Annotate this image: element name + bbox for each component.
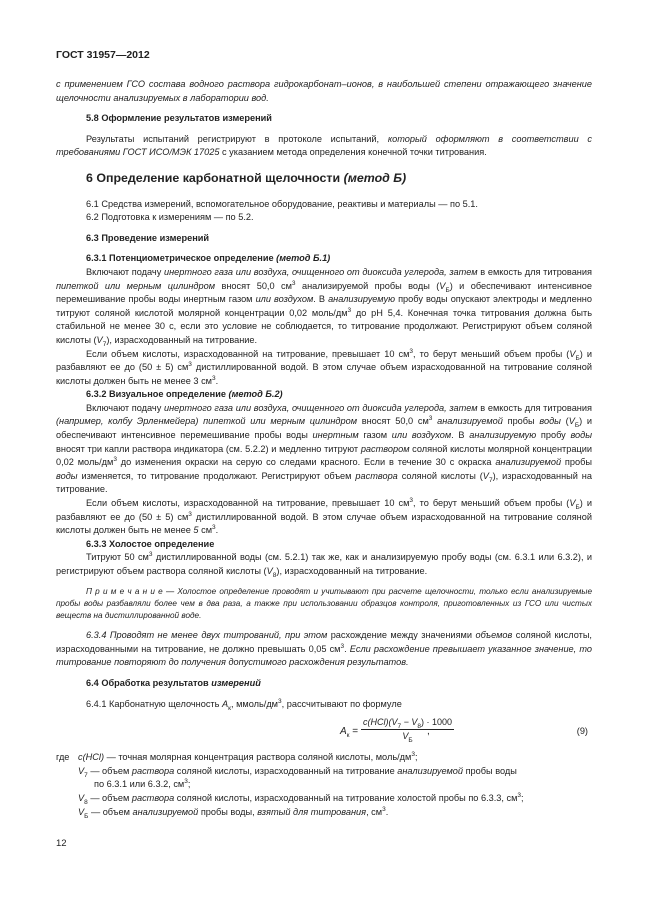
section-6-3-1-dilution: Если объем кислоты, израсходованной на титрование, превышает 10 $см^3$, то берут меньший объем пробы $(V_Б)$ и разбавляют ее до (50 ± 5) $см^3$ дистиллированной водой. В этом случае объем израсходованной на титрование соляной кислоты должен быть не менее 3 $см^3$.	[56, 347, 593, 386]
section-6-3-3-title: 6.3.3 Холостое определение	[86, 538, 215, 549]
paragraph-6-2: 6.2 Подготовка к измерениям — по 5.2.	[86, 212, 254, 223]
formula-number: (9)	[576, 726, 588, 737]
section-6-title: 6 Определение карбонатной щелочности (метод Б)	[86, 170, 407, 185]
section-6-3-1-title: 6.3.1 Потенциометрическое определение (метод Б.1)	[86, 253, 331, 264]
standard-code: ГОСТ 31957—2012	[56, 49, 150, 61]
section-6-3-2-title: 6.3.2 Визуальное определение (метод Б.2)	[86, 389, 283, 400]
section-6-3-1-text: Включают подачу инертного газа или воздуха, очищенного от диоксида углерода, затем в емкость для титрования пипеткой или мерным цилиндром вносят 50,0 $см^3$ анализируемой пробы воды $(V_Б)$ и обеспечивают интенсивное перемешивание пробы воды инертным газом или воздухом. В анализируемую пробу воды опускают электроды и медленно титруют соляной кислотой молярной концентрации 0,02 моль/$дм^3$ до pH 5,4. Конечная точка титрования должна быть стабильной не менее 30 с, если это условие не соблюдается, то титрование продолжают. Регистрируют объем соляной кислоты $(V_7)$, израсходованный на титрование.	[56, 266, 592, 348]
definition-v8: $V_8$ — объем раствора соляной кислоты, израсходованный на титрование холостой пробы по 6.3.3, $см^3$;	[78, 791, 524, 806]
formula-lhs: $A_к$ =	[340, 726, 359, 740]
definition-vb: $V_Б$ — объем анализируемой пробы воды, взятый для титрования, $см^3$.	[78, 805, 389, 820]
section-6-4-1-text: 6.4.1 Карбонатную щелочность $A_к$, ммоль/$дм^3$, рассчитывают по формуле	[86, 697, 402, 712]
paragraph-6-1: 6.1 Средства измерений, вспомогательное оборудование, реактивы и материалы — по 5.1.	[86, 198, 478, 209]
formula-9: $A_к$ = $c(HCl)(V_7 - V_8) \cdot 1000$ $V_Б$ , (9)	[340, 717, 588, 744]
page-number: 12	[56, 838, 67, 849]
page-body	[56, 78, 592, 819]
note: П р и м е ч а н и е — Холостое определение проводят и учитывают при расчете щелочности, только если анализируемые пробы воды разбавляли более чем в два раза, а также при использовании образцов контроля, приготовленных из ГСО или чистых веществ на дистиллированной воде.	[56, 586, 593, 620]
intro-paragraph: с применением ГСО состава водного раствора гидрокарбонат–ионов, в наибольшей степени отражающего значение щелочности анализируемых в лаборатории вод.	[56, 79, 592, 103]
section-6-4-title: 6.4 Обработка результатов измерений	[86, 677, 261, 688]
formula-denominator: $V_Б$	[402, 731, 413, 744]
section-6-3-2-text: Включают подачу инертного газа или воздуха, очищенного от диоксида углерода, затем в емкость для титрования (например, колбу Эрленмейера) пипеткой или мерным цилиндром вносят 50,0 $см^3$ анализируемой пробы воды $(V_Б)$ и обеспечивают интенсивное перемешивание пробы воды инертным газом или воздухом. В анализируемую пробу воды вносят три капли раствора индикатора (см. 5.2.2) и медленно титруют раствором соляной кислоты молярной концентрации 0,02 моль/$дм^3$ до изменения окраски на серую со следами красного. Если в течение 30 с окраска анализируемой пробы воды изменяется, то титрование продолжают. Регистрируют объем раствора соляной кислоты $(V_7)$, израсходованный на титрование.	[56, 402, 593, 495]
section-6-3-2-dilution: Если объем кислоты, израсходованной на титрование, превышает 10 $см^3$, то берут меньший объем пробы $(V_Б)$ и разбавляют ее до (50 ± 5) $см^3$ дистиллированной водой. В этом случае объем израсходованной на титрование соляной кислоты должен быть не менее 5 $см^3$.	[56, 496, 593, 536]
section-6-3-title: 6.3 Проведение измерений	[86, 232, 210, 243]
section-5-8-text: Результаты испытаний регистрируют в протоколе испытаний, который оформляют в соответствии с требованиями ГОСТ ИСО/МЭК 17025 с указанием метода определения конечной точки титрования.	[56, 133, 593, 158]
definition-v7-continued: по 6.3.1 или 6.3.2, $см^3$;	[94, 778, 191, 790]
formula-fraction	[361, 716, 454, 743]
definition-c-hcl: где c(HCl) — точная молярная концентрация раствора соляной кислоты, моль/$дм^3$;	[56, 751, 418, 763]
section-5-8-title: 5.8 Оформление результатов измерений	[86, 113, 272, 124]
section-6-3-4-text: 6.3.4 Проводят не менее двух титрований, при этом расхождение между значениями объемов соляной кислоты, израсходованными на титрование, не должно превышать 0,05 $см^3$. Если расхождение превышает указанное значение, то титрование повторяют до получения допустимого расхождения результатов.	[56, 630, 592, 668]
section-6-3-3-text: Титруют 50 $см^3$ дистиллированной воды (см. 5.2.1) так же, как и анализируемую пробу воды (см. 6.3.1 или 6.3.2), и регистрируют объем раствора соляной кислоты $(V_8)$, израсходованный на титрование.	[56, 551, 592, 579]
definition-v7: $V_7$ — объем раствора соляной кислоты, израсходованный на титрование анализируемой пробы воды	[78, 765, 517, 779]
formula-numerator: $c(HCl)(V_7 - V_8) \cdot 1000$	[363, 717, 453, 730]
